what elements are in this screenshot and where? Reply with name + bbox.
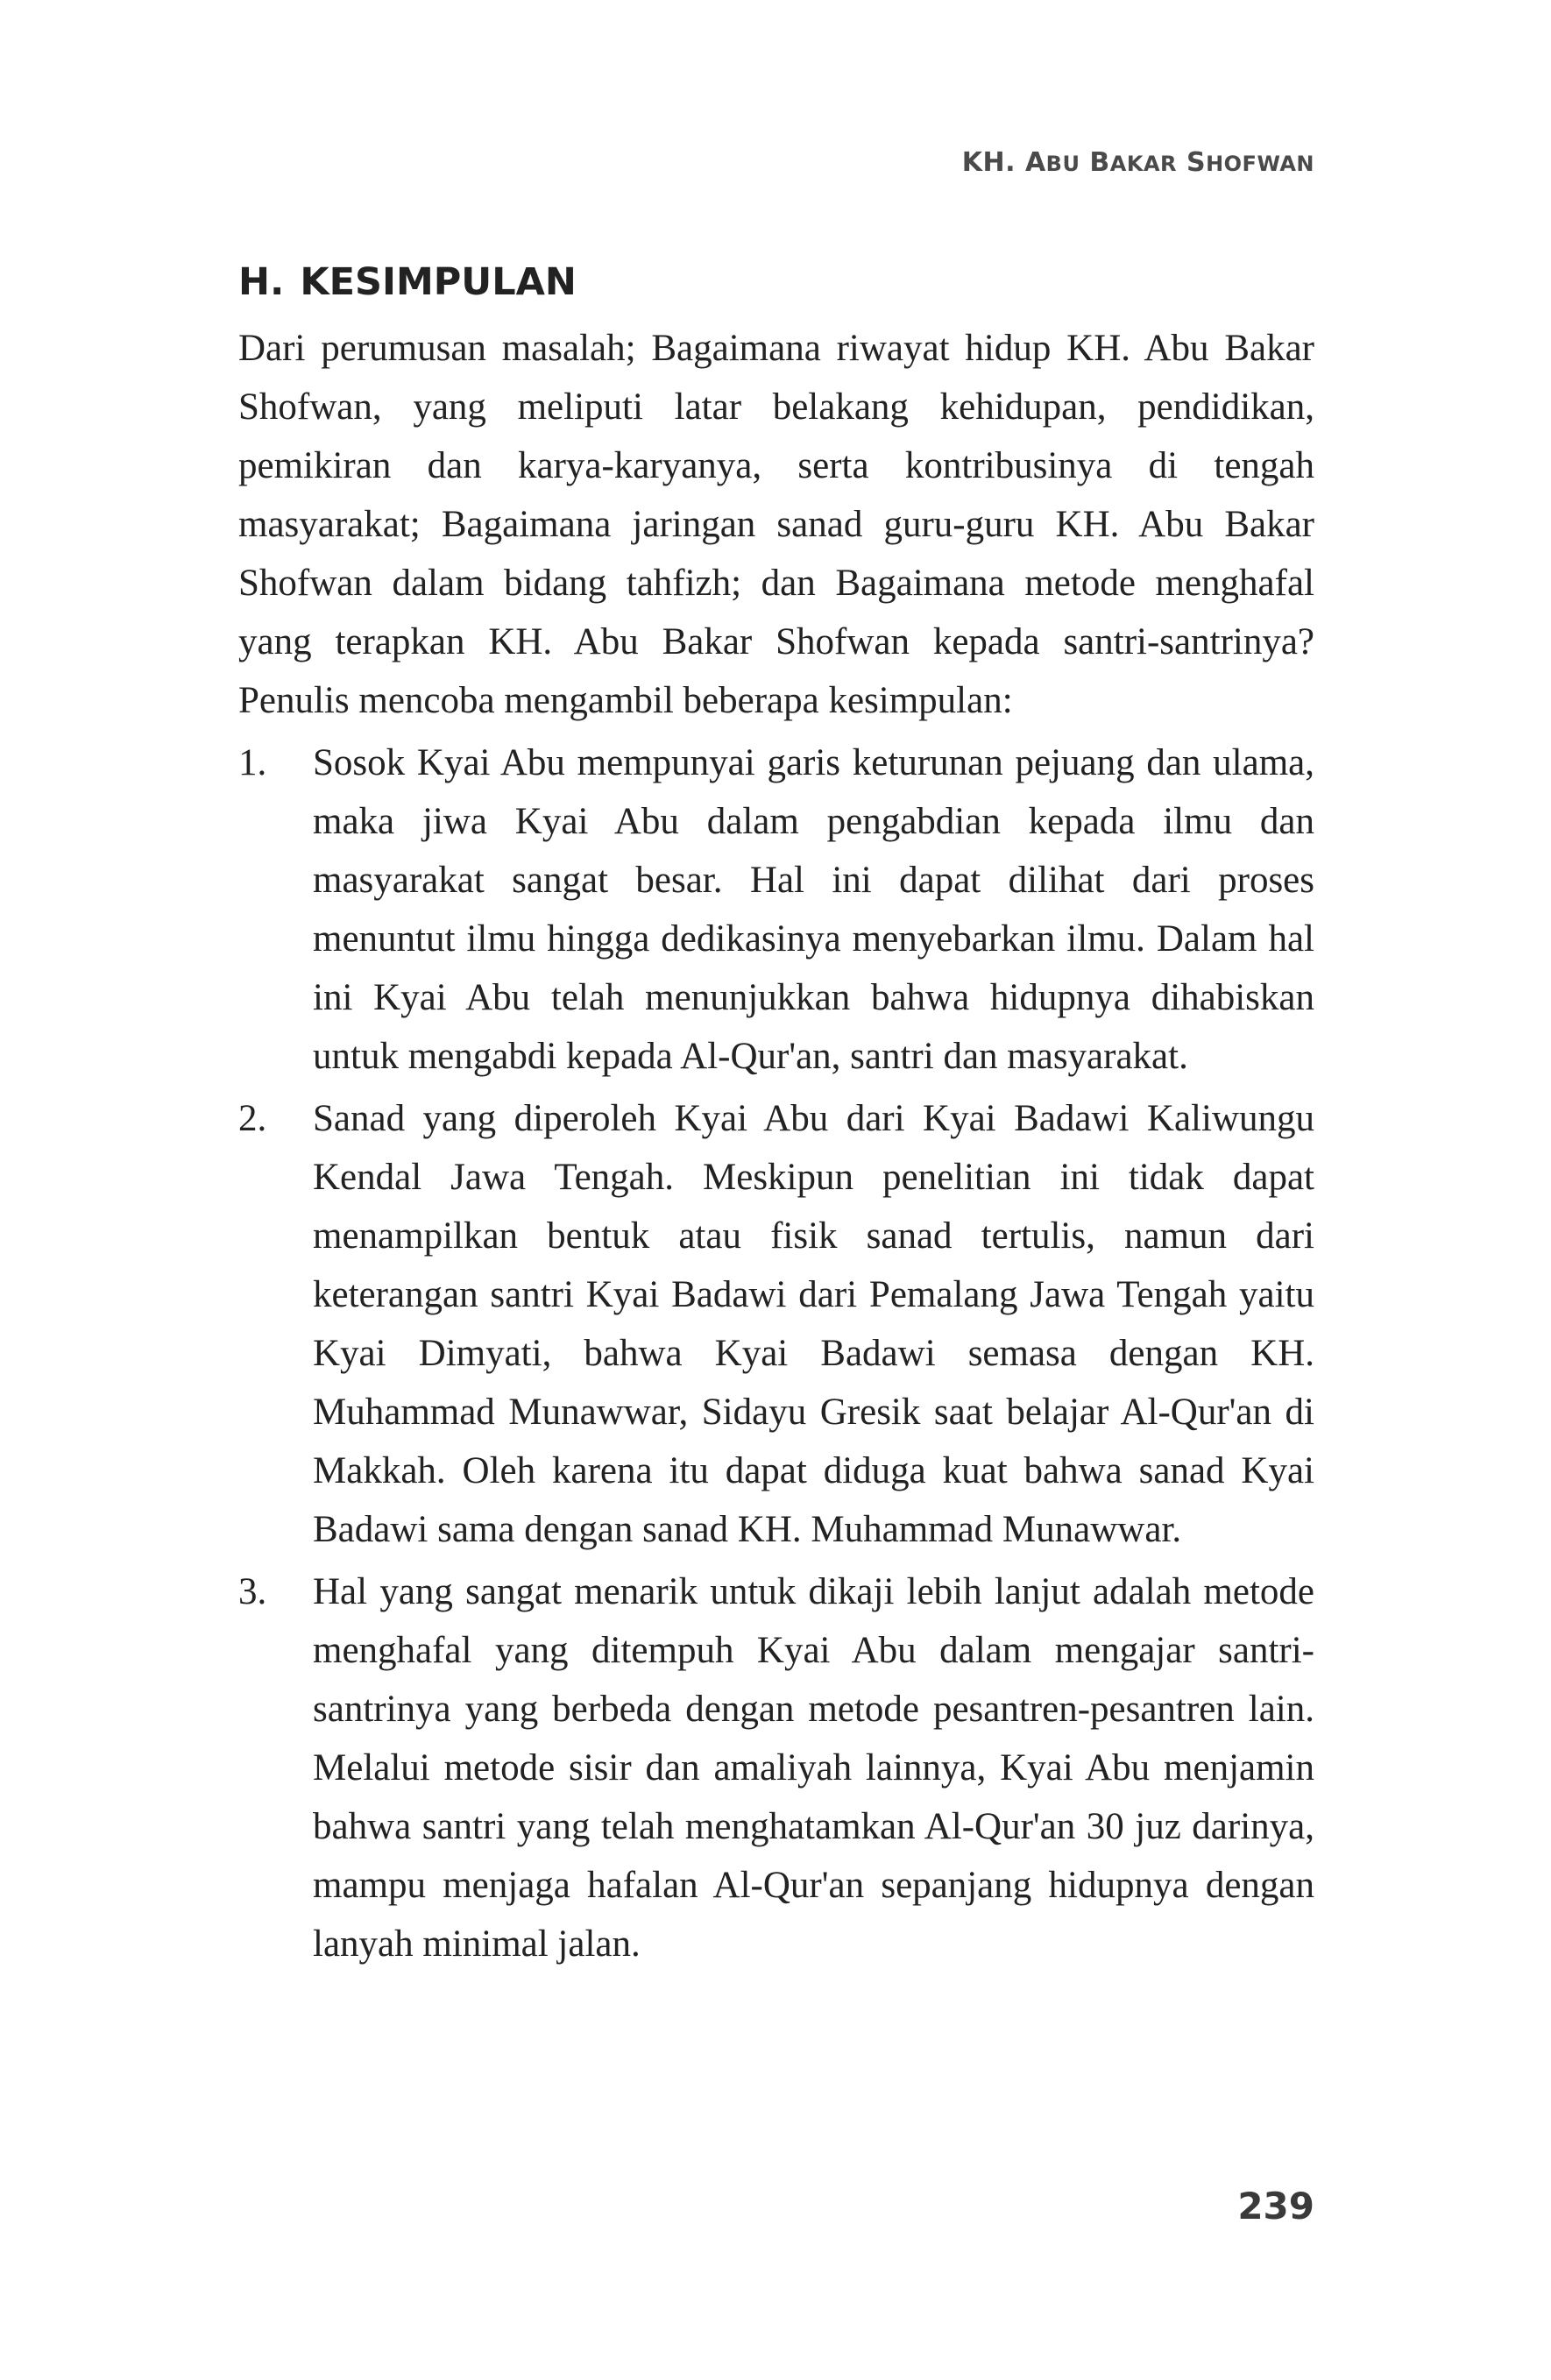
- running-head-part: BU: [1045, 152, 1080, 176]
- list-item-text: Sosok Kyai Abu mempunyai garis keturunan pejuang dan ulama, maka jiwa Kyai Abu dalam pengabdian kepada ilmu dan masyarakat sangat besar. Hal ini dapat dilihat dari proses menuntut ilmu hingga dedikasinya menyebarkan ilmu. Dalam hal ini Kyai Abu telah menunjukkan bahwa hidupnya dihabiskan untuk mengabdi kepada Al-Qur'an, santri dan masyarakat.: [313, 742, 1314, 1077]
- page-content: [238, 256, 1314, 1977]
- section-heading: [238, 256, 1314, 308]
- list-item: [238, 1562, 1314, 1973]
- section-number: H.: [238, 260, 285, 304]
- list-item-text: Sanad yang diperoleh Kyai Abu dari Kyai Badawi Kaliwungu Kendal Jawa Tengah. Meskipun penelitian ini tidak dapat menampilkan bentuk atau fisik sanad tertulis, namun dari keterangan santri Kyai Badawi dari Pemalang Jawa Tengah yaitu Kyai Dimyati, bahwa Kyai Badawi semasa dengan KH. Muhammad Munawwar, Sidayu Gresik saat belajar Al-Qur'an di Makkah. Oleh karena itu dapat diduga kuat bahwa sanad Kyai Badawi sama dengan sanad KH. Muhammad Munawwar.: [313, 1098, 1314, 1550]
- page-number: 239: [1237, 2185, 1314, 2228]
- intro-paragraph: Dari perumusan masalah; Bagaimana riwayat hidup KH. Abu Bakar Shofwan, yang meliputi latar belakang kehidupan, pendidikan, pemikiran dan karya-karyanya, serta kontribusinya di tengah masyarakat; Bagaimana jaringan sanad guru-guru KH. Abu Bakar Shofwan dalam bidang tahfizh; dan Bagaimana metode menghafal yang terapkan KH. Abu Bakar Shofwan kepada santri-santrinya? Penulis mencoba mengambil beberapa kesimpulan:: [238, 328, 1314, 721]
- running-head: [962, 147, 1314, 178]
- list-item: [238, 1089, 1314, 1559]
- list-item-number: 1.: [238, 742, 267, 783]
- list-item-number: 2.: [238, 1098, 267, 1139]
- running-head-part: KH. A: [961, 147, 1046, 178]
- section-title: KESIMPULAN: [300, 260, 577, 304]
- running-head-part: S: [1177, 147, 1207, 178]
- list-item-number: 3.: [238, 1571, 267, 1612]
- list-item: [238, 733, 1314, 1086]
- running-head-part: AKAR: [1109, 152, 1177, 176]
- running-head-part: B: [1080, 147, 1110, 178]
- list-item-text: Hal yang sangat menarik untuk dikaji lebih lanjut adalah metode menghafal yang ditempuh Kyai Abu dalam mengajar santri-santrinya yang berbeda dengan metode pesantren-pesantren lain. Melalui metode sisir dan amaliyah lainnya, Kyai Abu menjamin bahwa santri yang telah menghatamkan Al-Qur'an 30 juz darinya, mampu menjaga hafalan Al-Qur'an sepanjang hidupnya dengan lanyah minimal jalan.: [313, 1571, 1314, 1965]
- conclusion-list: [238, 733, 1314, 1973]
- running-head-part: HOFWAN: [1206, 152, 1314, 176]
